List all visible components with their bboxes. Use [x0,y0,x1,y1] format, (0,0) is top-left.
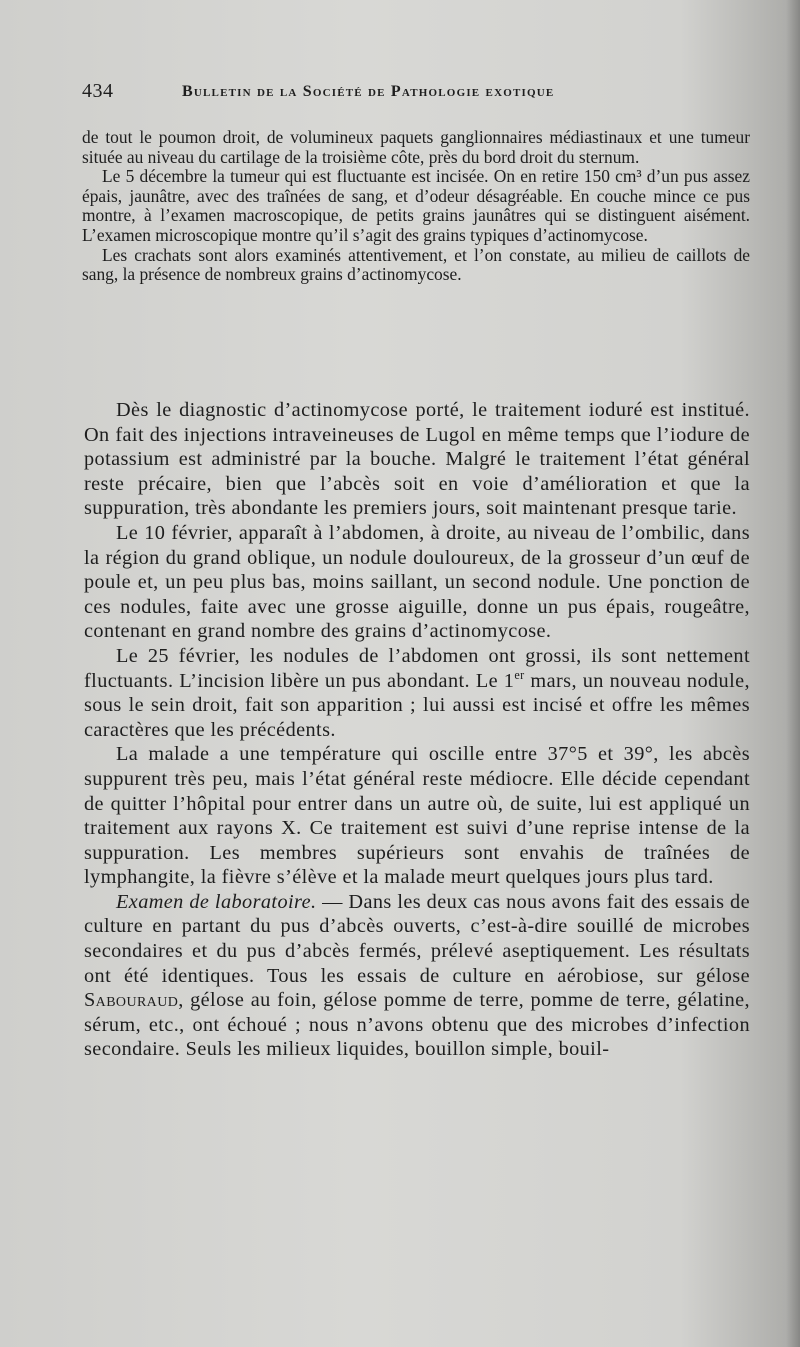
main-text [84,398,750,1062]
section-heading-italic: Examen de laboratoire. [116,890,317,913]
main-paragraph-3 [84,644,750,742]
paragraph-3-part-b: mars, un nouveau nodule, sous le sein droit, fait son apparition ; lui aussi est incisé et offre les mêmes caractères que les précédents. [84,669,750,741]
main-paragraph-1: Dès le diagnostic d’actinomycose porté, le traitement ioduré est institué. On fait des injections intraveineuses de Lugol en même temps que l’iodure de potassium est administré par la bouche. Malgré le traitement l’état général reste précaire, bien que l’abcès soit en voie d’amélioration et que la suppuration, très abondante les premiers jours, soit maintenant presque tarie. [84,399,750,520]
page-header [82,80,752,108]
small-paragraph-3: Les crachats sont alors examinés attentivement, et l’on constate, au milieu de caillots de sang, la présence de nombreux grains d’actinomycose. [82,244,750,285]
main-paragraph-4: La malade a une température qui oscille entre 37°5 et 39°, les abcès suppurent très peu, mais l’état général reste médiocre. Elle décide cependant de quitter l’hôpital pour entrer dans un autre où, de suite, lui est appliqué un traitement aux rayons X. Ce traitement est suivi d’une reprise intense de la suppuration. Les membres supérieurs sont envahis de traînées de lymphangite, la fièvre s’élève et la malade meurt quelques jours plus tard. [84,743,750,889]
paragraph-5-part-a: — Dans les deux cas nous avons fait des essais de culture en partant du pus d’abcès ouverts, c’est-à-dire souillé de microbes secondaires et du pus d’abcès fermés, prélevé aseptiquement. Les résultats ont été identiques. Tous les essais de culture en aérobiose, sur gélose [84,890,750,987]
small-paragraph-1: de tout le poumon droit, de volumineux paquets ganglionnaires médiastinaux et une tumeur située au niveau du cartilage de la troisième côte, près du bord droit du sternum. [82,127,750,167]
paragraph-5-part-b: , gélose au foin, gélose pomme de terre, pomme de terre, gélatine, sérum, etc., ont échoué ; nous n’avons obtenu que des microbes d’infection secondaire. Seuls les milieux liquides, bouillon simple, bouil- [84,989,750,1061]
main-paragraph-2: Le 10 février, apparaît à l’abdomen, à droite, au niveau de l’ombilic, dans la région du grand oblique, un nodule douloureux, de la grosseur d’un œuf de poule et, un peu plus bas, moins saillant, un second nodule. Une ponction de ces nodules, faite avec une grosse aiguille, donne un pus épais, rougeâtre, contenant en grand nombre des grains d’actinomycose. [84,521,750,643]
small-paragraph-2: Le 5 décembre la tumeur qui est fluctuante est incisée. On en retire 150 cm³ d’un pus assez épais, jaunâtre, avec des traînées de sang, et d’odeur désagréable. En couche mince ce pus montre, à l’examen macroscopique, de petits grains jaunâtres qui se distinguent aisément. L’examen microscopique montre qu’il s’agit des grains typiques d’actinomycose. [82,166,750,245]
main-paragraph-5 [84,890,750,1062]
page-number: 434 [82,80,114,102]
page-edge-shadow [786,0,800,1347]
case-notes-small-print [82,128,750,285]
ordinal-superscript: er [514,667,525,682]
author-name-small-caps: Sabouraud [84,989,179,1012]
paragraph-3-part-a: Le 25 février, les nodules de l’abdomen ont grossi, ils sont nettement fluctuants. L’incision libère un pus abondant. Le 1 [84,644,750,692]
running-title: Bulletin de la Société de Pathologie exotique [182,83,555,100]
